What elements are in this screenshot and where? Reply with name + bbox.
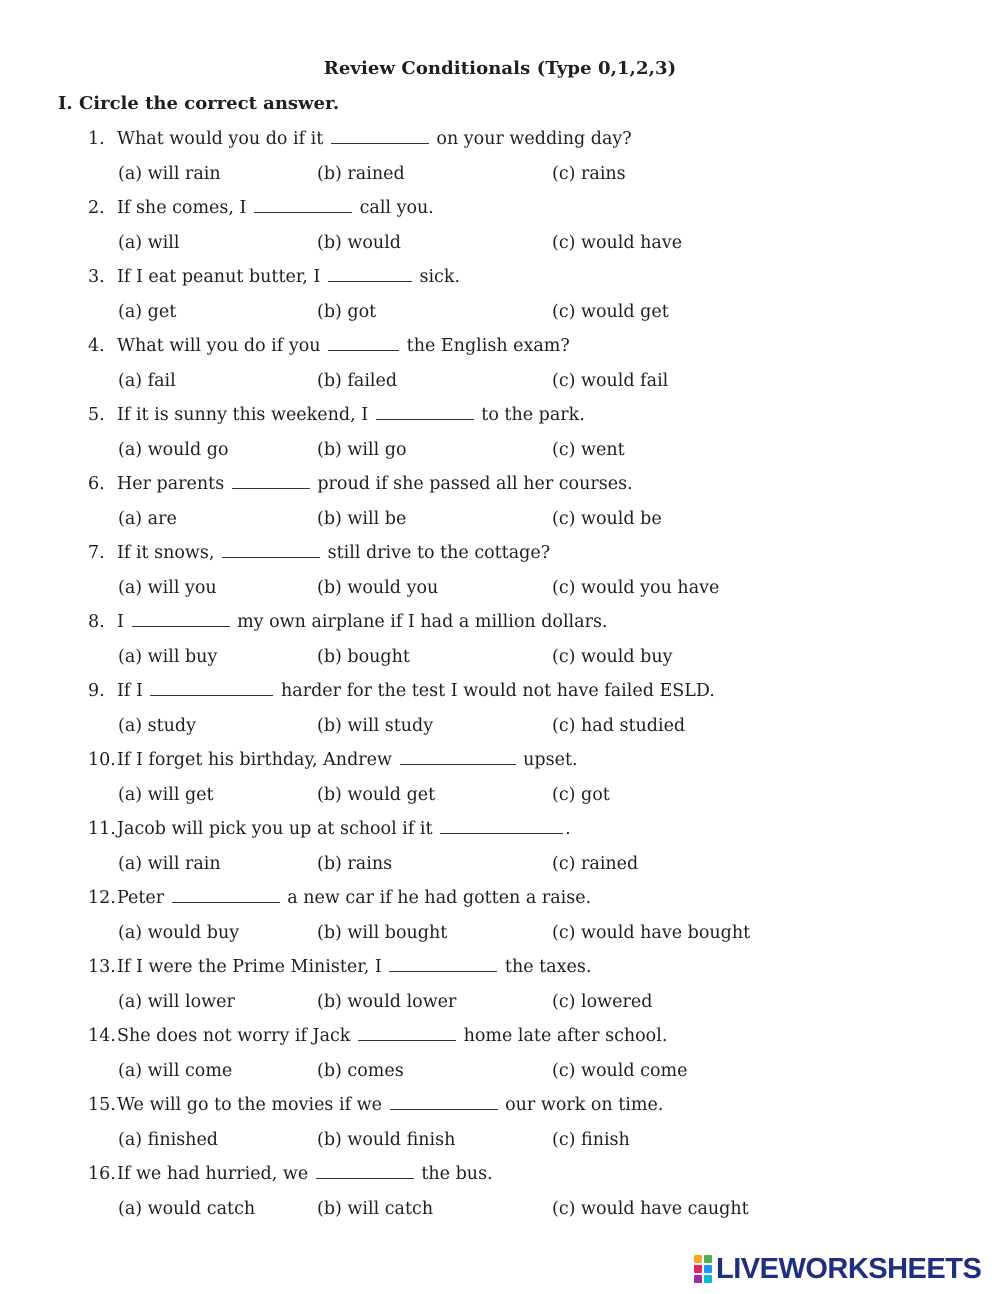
option-c[interactable]: (c) would be [552,509,662,529]
option-c[interactable]: (c) would have caught [552,1199,749,1219]
question-stem-after: to the park. [481,405,585,425]
option-b[interactable]: (b) rains [317,854,393,874]
option-a[interactable]: (a) fail [118,371,176,391]
question-stem-before: If I [117,681,143,701]
question-item [0,264,1000,333]
question-stem-before: If we had hurried, we [117,1164,309,1184]
answer-blank[interactable] [389,955,497,972]
question-stem-after: call you. [359,198,434,218]
question-stem-after: the English exam? [406,336,570,356]
question-stem-before: If it is sunny this weekend, I [117,405,369,425]
question-text [88,678,715,704]
question-stem-before: She does not worry if Jack [117,1026,351,1046]
option-a[interactable]: (a) will get [118,785,214,805]
question-stem-before: We will go to the movies if we [117,1095,382,1115]
question-number: 14. [88,1026,116,1046]
logo-square [694,1275,702,1283]
question-stem-before: If I forget his birthday, Andrew [117,750,392,770]
question-stem-before: I [117,612,124,632]
question-item [0,1092,1000,1161]
logo-square [704,1275,712,1283]
question-text [88,333,570,359]
answer-blank[interactable] [132,610,230,627]
logo-square [704,1255,712,1263]
question-text [88,402,585,428]
option-b[interactable]: (b) would lower [317,992,457,1012]
question-item [0,678,1000,747]
worksheet-title: Review Conditionals (Type 0,1,2,3) [323,58,677,79]
question-list [0,126,1000,1230]
question-text [88,126,632,152]
option-c[interactable]: (c) would you have [552,578,720,598]
answer-blank[interactable] [390,1093,498,1110]
question-stem-before: Peter [117,888,165,908]
answer-blank[interactable] [222,541,320,558]
option-b[interactable]: (b) would get [317,785,436,805]
question-item [0,402,1000,471]
option-c[interactable]: (c) would have [552,233,683,253]
question-item [0,1161,1000,1230]
option-c[interactable]: (c) would fail [552,371,669,391]
question-text [88,747,578,773]
option-b[interactable]: (b) rained [317,164,405,184]
answer-blank[interactable] [172,886,280,903]
question-stem-after: my own airplane if I had a million dollars. [237,612,608,632]
question-stem-after: proud if she passed all her courses. [317,474,633,494]
question-stem-after: . [565,819,571,839]
option-c[interactable]: (c) would buy [552,647,673,667]
question-number: 2. [88,198,105,218]
option-b[interactable]: (b) comes [317,1061,404,1081]
liveworksheets-logo [694,1253,981,1285]
option-a[interactable]: (a) will come [118,1061,233,1081]
option-a[interactable]: (a) will you [118,578,217,598]
question-number: 9. [88,681,105,701]
option-a[interactable]: (a) are [118,509,177,529]
option-b[interactable]: (b) would finish [317,1130,456,1150]
logo-square [704,1265,712,1273]
answer-blank[interactable] [254,196,352,213]
question-stem-after: still drive to the cottage? [327,543,551,563]
option-b[interactable]: (b) will bought [317,923,448,943]
option-a[interactable]: (a) will rain [118,854,221,874]
question-stem-before: Jacob will pick you up at school if it [117,819,433,839]
question-item [0,471,1000,540]
question-number: 7. [88,543,105,563]
answer-blank[interactable] [328,334,399,351]
option-a[interactable]: (a) study [118,716,197,736]
option-c[interactable]: (c) lowered [552,992,653,1012]
option-c[interactable]: (c) would come [552,1061,688,1081]
question-text [88,264,460,290]
question-number: 3. [88,267,105,287]
question-item [0,885,1000,954]
answer-blank[interactable] [328,265,412,282]
option-a[interactable]: (a) would catch [118,1199,256,1219]
question-stem-after: home late after school. [463,1026,668,1046]
question-stem-after: harder for the test I would not have failed ESLD. [281,681,715,701]
option-a[interactable]: (a) would buy [118,923,240,943]
option-c[interactable]: (c) rains [552,164,626,184]
question-item [0,540,1000,609]
question-text [88,540,550,566]
question-item [0,954,1000,1023]
answer-blank[interactable] [316,1162,414,1179]
question-item [0,1023,1000,1092]
question-number: 1. [88,129,105,149]
logo-square [694,1255,702,1263]
option-b[interactable]: (b) will be [317,509,407,529]
question-text [88,1161,493,1187]
option-a[interactable]: (a) get [118,302,177,322]
question-number: 12. [88,888,116,908]
question-number: 4. [88,336,105,356]
option-a[interactable]: (a) will buy [118,647,218,667]
answer-blank[interactable] [376,403,474,420]
question-stem-after: a new car if he had gotten a raise. [287,888,592,908]
question-number: 5. [88,405,105,425]
logo-icon [694,1255,712,1283]
answer-blank[interactable] [232,472,310,489]
option-b[interactable]: (b) bought [317,647,410,667]
question-stem-before: If I were the Prime Minister, I [117,957,382,977]
option-c[interactable]: (c) rained [552,854,639,874]
question-stem-before: If it snows, [117,543,215,563]
question-text [88,609,608,635]
answer-blank[interactable] [400,748,516,765]
option-c[interactable]: (c) went [552,440,625,460]
question-text [88,1023,667,1049]
question-text [88,816,571,842]
question-number: 11. [88,819,116,839]
answer-blank[interactable] [150,679,273,696]
answer-blank[interactable] [358,1024,456,1041]
question-stem-before: If she comes, I [117,198,247,218]
answer-blank[interactable] [331,127,429,144]
question-item [0,126,1000,195]
question-stem-before: If I eat peanut butter, I [117,267,321,287]
option-b[interactable]: (b) got [317,302,377,322]
question-stem-before: What would you do if it [117,129,324,149]
question-stem-before: What will you do if you [117,336,321,356]
question-item [0,816,1000,885]
question-item [0,333,1000,402]
question-number: 6. [88,474,105,494]
option-c[interactable]: (c) would get [552,302,669,322]
option-c[interactable]: (c) had studied [552,716,686,736]
question-number: 8. [88,612,105,632]
option-b[interactable]: (b) will catch [317,1199,434,1219]
logo-text: LIVEWORKSHEETS [716,1253,982,1285]
section-heading: I. Circle the correct answer. [58,93,340,114]
question-stem-after: sick. [419,267,461,287]
question-item [0,195,1000,264]
option-c[interactable]: (c) got [552,785,610,805]
question-number: 16. [88,1164,116,1184]
question-stem-after: the taxes. [504,957,592,977]
answer-blank[interactable] [440,817,563,834]
option-a[interactable]: (a) finished [118,1130,219,1150]
question-text [88,1092,663,1118]
option-a[interactable]: (a) will [118,233,180,253]
question-text [88,954,591,980]
question-number: 13. [88,957,116,977]
option-a[interactable]: (a) will rain [118,164,221,184]
question-stem-after: upset. [523,750,578,770]
question-text [88,195,434,221]
option-a[interactable]: (a) would go [118,440,229,460]
question-item [0,609,1000,678]
question-number: 15. [88,1095,116,1115]
option-b[interactable]: (b) would [317,233,402,253]
option-b[interactable]: (b) will go [317,440,407,460]
question-text [88,471,633,497]
option-c[interactable]: (c) finish [552,1130,630,1150]
question-stem-after: the bus. [421,1164,493,1184]
option-a[interactable]: (a) will lower [118,992,235,1012]
logo-square [694,1265,702,1273]
question-stem-after: on your wedding day? [436,129,632,149]
option-b[interactable]: (b) would you [317,578,439,598]
option-b[interactable]: (b) will study [317,716,434,736]
option-b[interactable]: (b) failed [317,371,398,391]
question-stem-before: Her parents [117,474,225,494]
option-c[interactable]: (c) would have bought [552,923,751,943]
question-item [0,747,1000,816]
question-text [88,885,591,911]
question-number: 10. [88,750,116,770]
question-stem-after: our work on time. [505,1095,664,1115]
